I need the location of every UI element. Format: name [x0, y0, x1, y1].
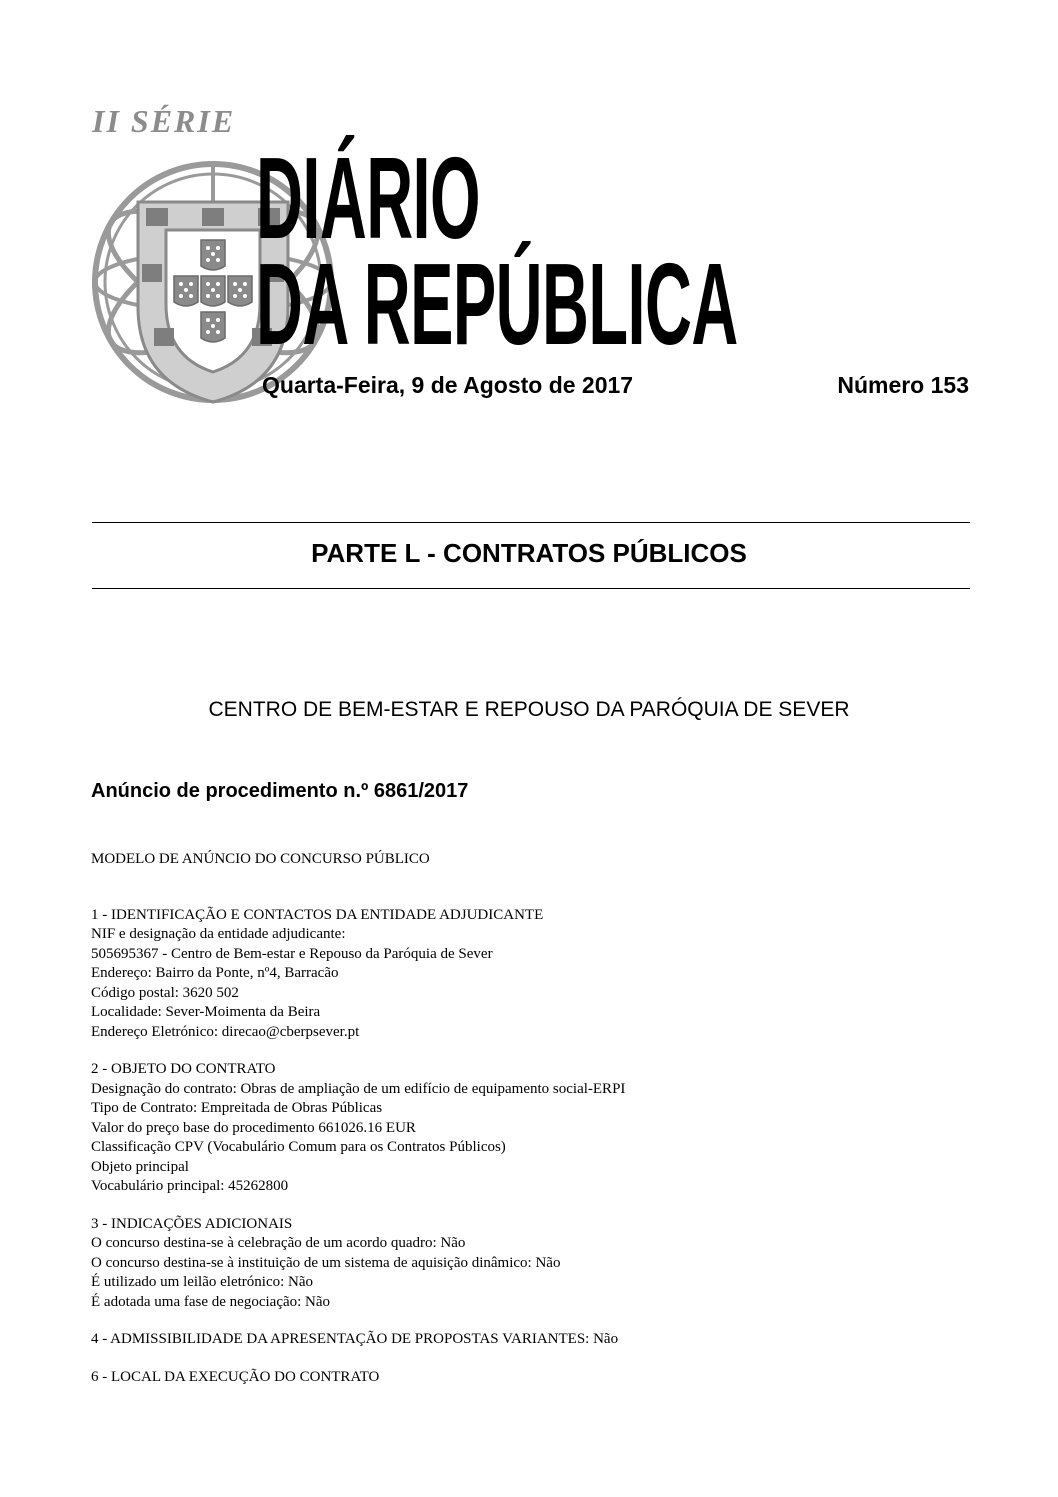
section-heading: 4 - ADMISSIBILIDADE DA APRESENTAÇÃO DE PROPOSTAS VARIANTES: Não: [91, 1331, 619, 1347]
section-heading: 6 - LOCAL DA EXECUÇÃO DO CONTRATO: [91, 1368, 380, 1385]
masthead-title-line2: DA REPÚBLICA: [256, 239, 738, 369]
section-line: Classificação CPV (Vocabulário Comum para os Contratos Públicos): [91, 1139, 506, 1155]
entity-name: CENTRO DE BEM-ESTAR E REPOUSO DA PARÓQUIA DE SEVER: [208, 698, 850, 721]
section-heading: 3 - INDICAÇÕES ADICIONAIS: [91, 1215, 293, 1232]
divider-top: [92, 522, 970, 523]
issue-number: Número 153: [837, 372, 969, 398]
divider-bottom: [92, 588, 970, 589]
part-title: PARTE L - CONTRATOS PÚBLICOS: [311, 538, 747, 568]
section-line: Tipo de Contrato: Empreitada de Obras Públicas: [91, 1100, 383, 1116]
spacer: [91, 1197, 971, 1215]
notice-title: Anúncio de procedimento n.º 6861/2017: [91, 780, 469, 802]
section-heading: 2 - OBJETO DO CONTRATO: [91, 1061, 276, 1077]
spacer: [91, 1350, 971, 1368]
section-line: O concurso destina-se à instituição de um sistema de aquisição dinâmico: Não: [91, 1254, 561, 1271]
section-heading: 1 - IDENTIFICAÇÃO E CONTACTOS DA ENTIDADE ADJUDICANTE: [91, 906, 544, 923]
model-heading: MODELO DE ANÚNCIO DO CONCURSO PÚBLICO: [91, 851, 430, 867]
spacer: [91, 1042, 971, 1060]
section-line: NIF e designação da entidade adjudicante:: [91, 926, 346, 942]
section-line: Valor do preço base do procedimento 661026.16 EUR: [91, 1119, 416, 1136]
section-line: Designação do contrato: Obras de ampliação de um edifício de equipamento social-ERPI: [91, 1080, 626, 1097]
section-line: 505695367 - Centro de Bem-estar e Repouso da Paróquia de Sever: [91, 945, 493, 962]
masthead-title-line1: DIÁRIO: [256, 133, 480, 263]
section-line: Objeto principal: [91, 1158, 189, 1175]
issue-date: Quarta-Feira, 9 de Agosto de 2017: [262, 372, 634, 398]
spacer: [91, 1312, 971, 1330]
section-line: Código postal: 3620 502: [91, 984, 239, 1001]
section-line: É adotada uma fase de negociação: Não: [91, 1293, 331, 1310]
spacer: [91, 870, 971, 906]
section-line: Vocabulário principal: 45262800: [91, 1178, 289, 1194]
notice-body: [91, 850, 971, 1387]
section-line: Localidade: Sever-Moimenta da Beira: [91, 1004, 321, 1020]
section-line: É utilizado um leilão eletrónico: Não: [91, 1274, 314, 1290]
section-line: O concurso destina-se à celebração de um acordo quadro: Não: [91, 1235, 466, 1251]
section-line: Endereço: Bairro da Ponte, nº4, Barracão: [91, 965, 339, 981]
section-line: Endereço Eletrónico: direcao@cberpsever.pt: [91, 1023, 360, 1040]
series-label: II SÉRIE: [92, 103, 236, 139]
